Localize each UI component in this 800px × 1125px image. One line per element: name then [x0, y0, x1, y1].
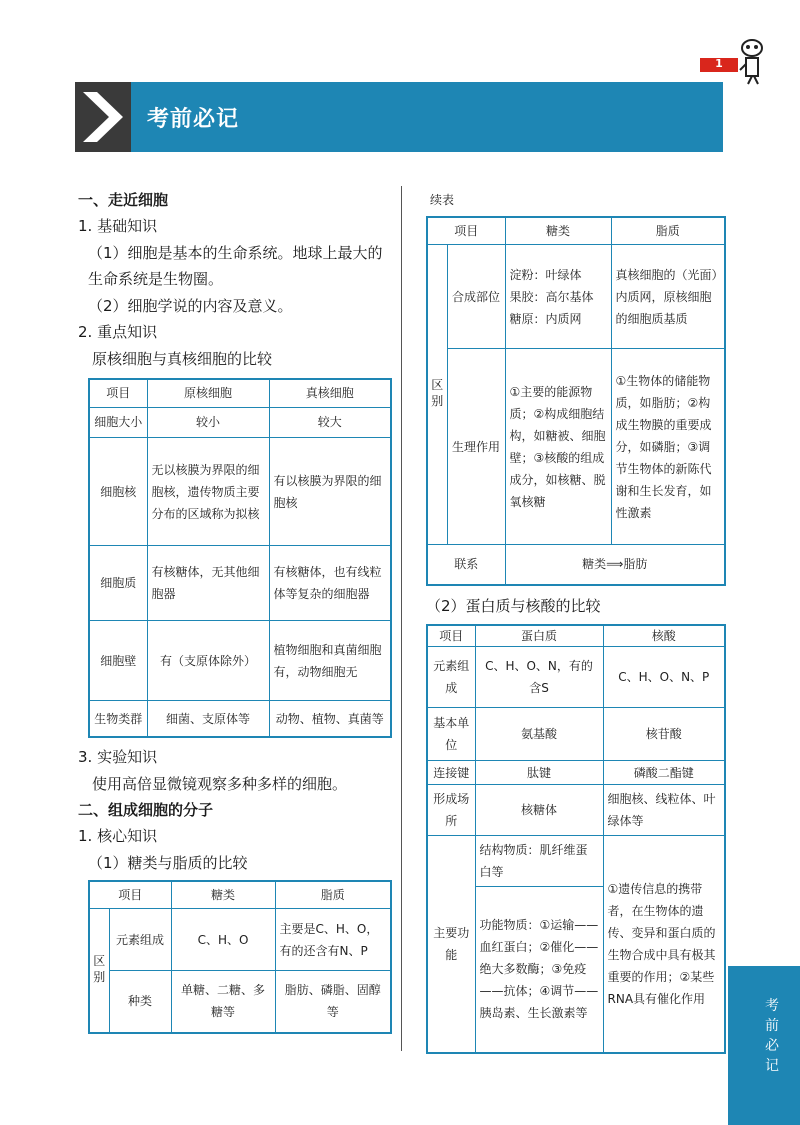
table-header: 项目: [89, 881, 171, 909]
table-cell: 形成场所: [427, 785, 475, 836]
subheading-core: 1. 核心知识: [78, 827, 158, 845]
table-cell: 主要是C、H、O，有的还含有N、P: [275, 909, 391, 971]
table-caption: （1）糖类与脂质的比较: [88, 854, 248, 872]
table-header: 蛋白质: [475, 625, 603, 647]
section-heading-2: 二、组成细胞的分子: [78, 801, 214, 819]
table-cell: 联系: [427, 545, 505, 585]
chevron-icon: [75, 82, 131, 152]
table-cell: 淀粉：叶绿体 果胶：高尔基体 糖原：内质网: [505, 245, 611, 349]
table-sugar-lipid-continued: [426, 216, 726, 586]
table-header: 核酸: [603, 625, 725, 647]
table-cell: 无以核膜为界限的细胞核，遗传物质主要分布的区域称为拟核: [147, 437, 269, 546]
table-header: 糖类: [171, 881, 275, 909]
table-cell: 细胞壁: [89, 620, 147, 700]
table-cell: 较大: [269, 407, 391, 437]
table-header: 项目: [427, 217, 505, 245]
table-cell: 主要功能: [427, 836, 475, 1053]
continued-label: 续表: [430, 193, 455, 207]
table-cell: ①主要的能源物质；②构成细胞结构，如糖被、细胞壁；③核酸的组成成分，如核糖、脱氧核糖: [505, 349, 611, 545]
table-header: 脂质: [611, 217, 725, 245]
subheading-experiment: 3. 实验知识: [78, 748, 158, 766]
table-cell: 连接键: [427, 761, 475, 785]
table-header: 糖类: [505, 217, 611, 245]
table-cell: 结构物质：肌纤维蛋白等: [475, 836, 603, 887]
table-header: 真核细胞: [269, 379, 391, 407]
table-cell: 有核糖体，无其他细胞器: [147, 546, 269, 620]
table-cell: 细胞质: [89, 546, 147, 620]
row-group-label: 区别: [427, 245, 447, 545]
table-cell: 动物、植物、真菌等: [269, 701, 391, 737]
table-cell: 脂肪、磷脂、固醇等: [275, 971, 391, 1033]
section-heading-1: 一、走近细胞: [78, 191, 169, 209]
table-cell: 细菌、支原体等: [147, 701, 269, 737]
table-cell: 细胞核、线粒体、叶绿体等: [603, 785, 725, 836]
table-cell: 基本单位: [427, 708, 475, 761]
table-cell: 有核糖体，也有线粒体等复杂的细胞器: [269, 546, 391, 620]
subheading-key: 2. 重点知识: [78, 323, 158, 341]
table-cell: 单糖、二糖、多糖等: [171, 971, 275, 1033]
table-header: 项目: [427, 625, 475, 647]
table-cell: 磷酸二酯键: [603, 761, 725, 785]
paragraph-line: （1）细胞是基本的生命系统。地球上最大的: [88, 244, 383, 262]
table-caption: （2）蛋白质与核酸的比较: [426, 597, 601, 615]
table-cell: 细胞大小: [89, 407, 147, 437]
section-title: 考前必记: [147, 106, 240, 132]
page-number-badge: [700, 58, 738, 72]
sidebar-tab: [728, 966, 800, 1125]
table-header: 项目: [89, 379, 147, 407]
table-cell: 糖类⟹脂肪: [505, 545, 725, 585]
subheading-basic: 1. 基础知识: [78, 217, 158, 235]
paragraph-line: （2）细胞学说的内容及意义。: [88, 297, 293, 315]
table-cell: ①遗传信息的携带者，在生物体的遗传、变异和蛋白质的生物合成中具有极其重要的作用；②某些RNA具有催化作用: [603, 836, 725, 1053]
table-cell: 生物类群: [89, 701, 147, 737]
table-header: 原核细胞: [147, 379, 269, 407]
table-cell: 有（支原体除外）: [147, 620, 269, 700]
sidebar-label: 考前必记: [765, 998, 779, 1074]
table-cell: 细胞核: [89, 437, 147, 546]
table-cell: 真核细胞的（光面）内质网，原核细胞的细胞质基质: [611, 245, 725, 349]
table-cell: C、H、O: [171, 909, 275, 971]
column-divider: [401, 186, 402, 1051]
row-group-label: 区别: [89, 909, 109, 1033]
table-cell: 核糖体: [475, 785, 603, 836]
table-cell: 核苷酸: [603, 708, 725, 761]
table-prokaryote-eukaryote: [88, 378, 392, 738]
table-cell: 有以核膜为界限的细胞核: [269, 437, 391, 546]
paragraph-line: 使用高倍显微镜观察多种多样的细胞。: [92, 775, 348, 793]
table-cell: 氨基酸: [475, 708, 603, 761]
table-cell: ①生物体的储能物质，如脂肪；②构成生物膜的重要成分，如磷脂；③调节生物体的新陈代谢和生长发育，如性激素: [611, 349, 725, 545]
table-cell: 植物细胞和真菌细胞有，动物细胞无: [269, 620, 391, 700]
mascot-icon: [738, 38, 768, 90]
paragraph-line: 生命系统是生物圈。: [88, 270, 224, 288]
table-cell: C、H、O、N，有的含S: [475, 647, 603, 708]
page-number: 1: [715, 57, 723, 70]
table-cell: C、H、O、N、P: [603, 647, 725, 708]
table-cell: 肽键: [475, 761, 603, 785]
table-header: 脂质: [275, 881, 391, 909]
table-protein-nucleic: [426, 624, 726, 1054]
table-cell: 生理作用: [447, 349, 505, 545]
table-cell: 种类: [109, 971, 171, 1033]
section-banner: [75, 82, 723, 152]
table-cell: 功能物质：①运输——血红蛋白；②催化——绝大多数酶；③免疫——抗体；④调节——胰岛素、生长激素等: [475, 886, 603, 1053]
table-caption: 原核细胞与真核细胞的比较: [92, 350, 273, 368]
table-cell: 元素组成: [427, 647, 475, 708]
table-sugar-lipid: [88, 880, 392, 1034]
table-cell: 元素组成: [109, 909, 171, 971]
table-cell: 较小: [147, 407, 269, 437]
table-cell: 合成部位: [447, 245, 505, 349]
